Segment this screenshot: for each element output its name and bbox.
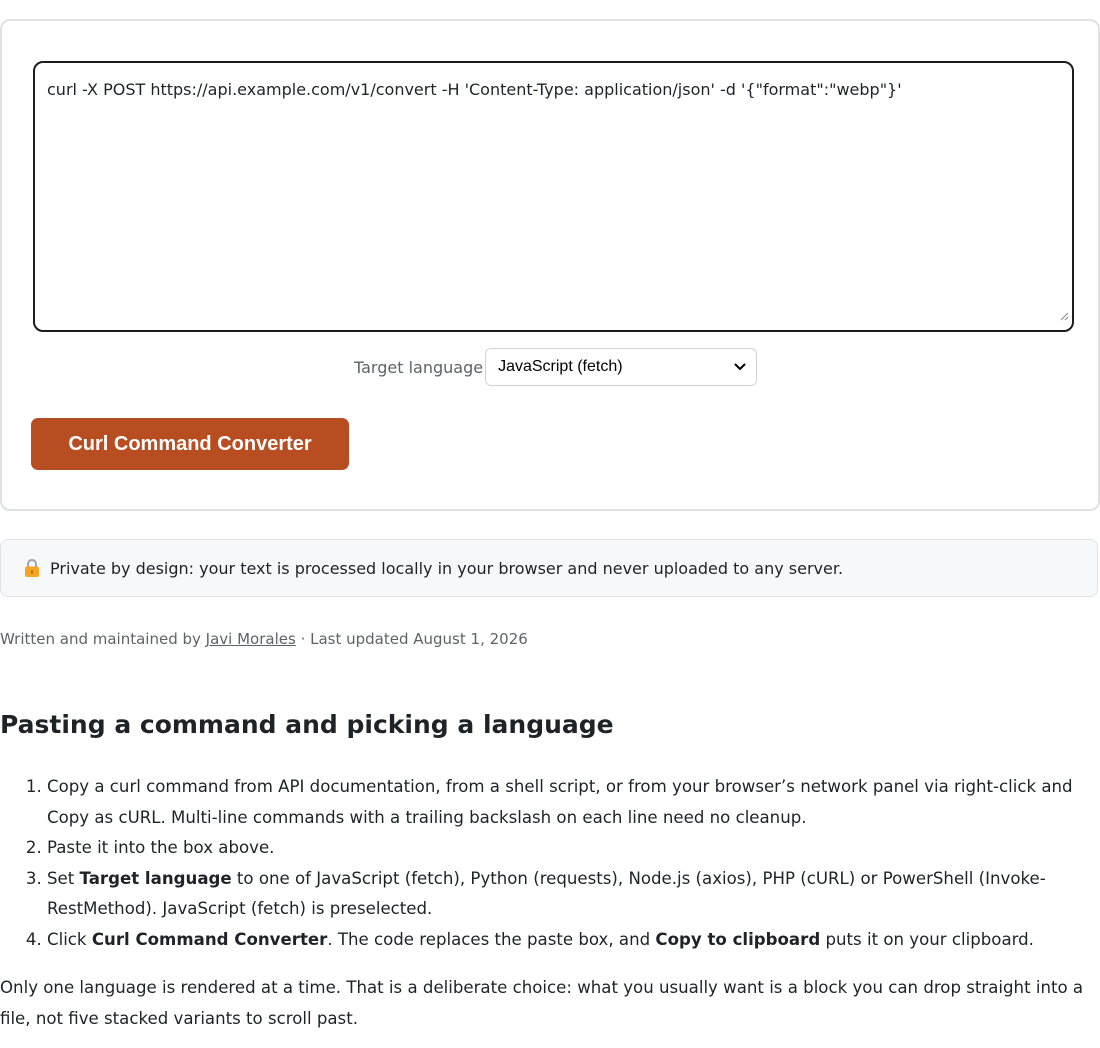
- byline-prefix: Written and maintained by: [0, 630, 206, 648]
- byline: [0, 630, 528, 648]
- curl-input[interactable]: [33, 61, 1074, 332]
- target-language-selected-value: JavaScript (fetch): [498, 358, 623, 375]
- step-text: to one of JavaScript (fetch), Python (requests), Node.js (axios), PHP (cURL) or PowerShell (Invoke-RestMethod). JavaScript (fetch) is preselected.: [47, 868, 1046, 918]
- section-heading: Pasting a command and picking a language: [0, 710, 614, 739]
- step-text: Paste it into the box above.: [47, 838, 275, 857]
- step-text: Set: [47, 868, 80, 888]
- closing-paragraph: Only one language is rendered at a time. That is a deliberate choice: what you usually want is a block you can drop straight into a file, not five stacked variants to scroll past.: [0, 978, 1084, 1028]
- target-language-select[interactable]: [485, 348, 757, 386]
- list-item: [47, 833, 1092, 864]
- privacy-notice-text: Private by design: your text is processed locally in your browser and never uploaded to any server.: [50, 558, 844, 578]
- lock-icon: [23, 558, 41, 578]
- step-emphasis: Copy to clipboard: [655, 929, 821, 949]
- converter-card: [0, 19, 1100, 511]
- step-text: puts it on your clipboard.: [820, 929, 1034, 949]
- step-text: . The code replaces the paste box, and: [327, 929, 656, 949]
- byline-separator: ·: [295, 630, 311, 648]
- list-item: [47, 772, 1092, 833]
- step-emphasis: Target language: [79, 868, 232, 888]
- target-language-label: Target language: [354, 357, 484, 377]
- resize-handle-icon[interactable]: [1059, 311, 1069, 321]
- target-language-row: [354, 348, 757, 386]
- privacy-notice: [0, 539, 1098, 597]
- step-text: Copy a curl command from API documentation, from a shell script, or from your browser’s network panel via right-click and Copy as cURL. Multi-line commands with a trailing backslash on each line need no cleanup.: [47, 777, 1073, 827]
- steps-list: [0, 772, 1092, 955]
- convert-button[interactable]: Curl Command Converter: [31, 418, 349, 470]
- step-text: Click: [47, 929, 92, 949]
- chevron-down-icon: [734, 363, 746, 371]
- list-item: [47, 925, 1092, 956]
- author-link[interactable]: Javi Morales: [205, 630, 296, 648]
- step-emphasis: Curl Command Converter: [91, 929, 328, 949]
- last-updated: Last updated August 1, 2026: [310, 630, 528, 648]
- list-item: [47, 864, 1092, 925]
